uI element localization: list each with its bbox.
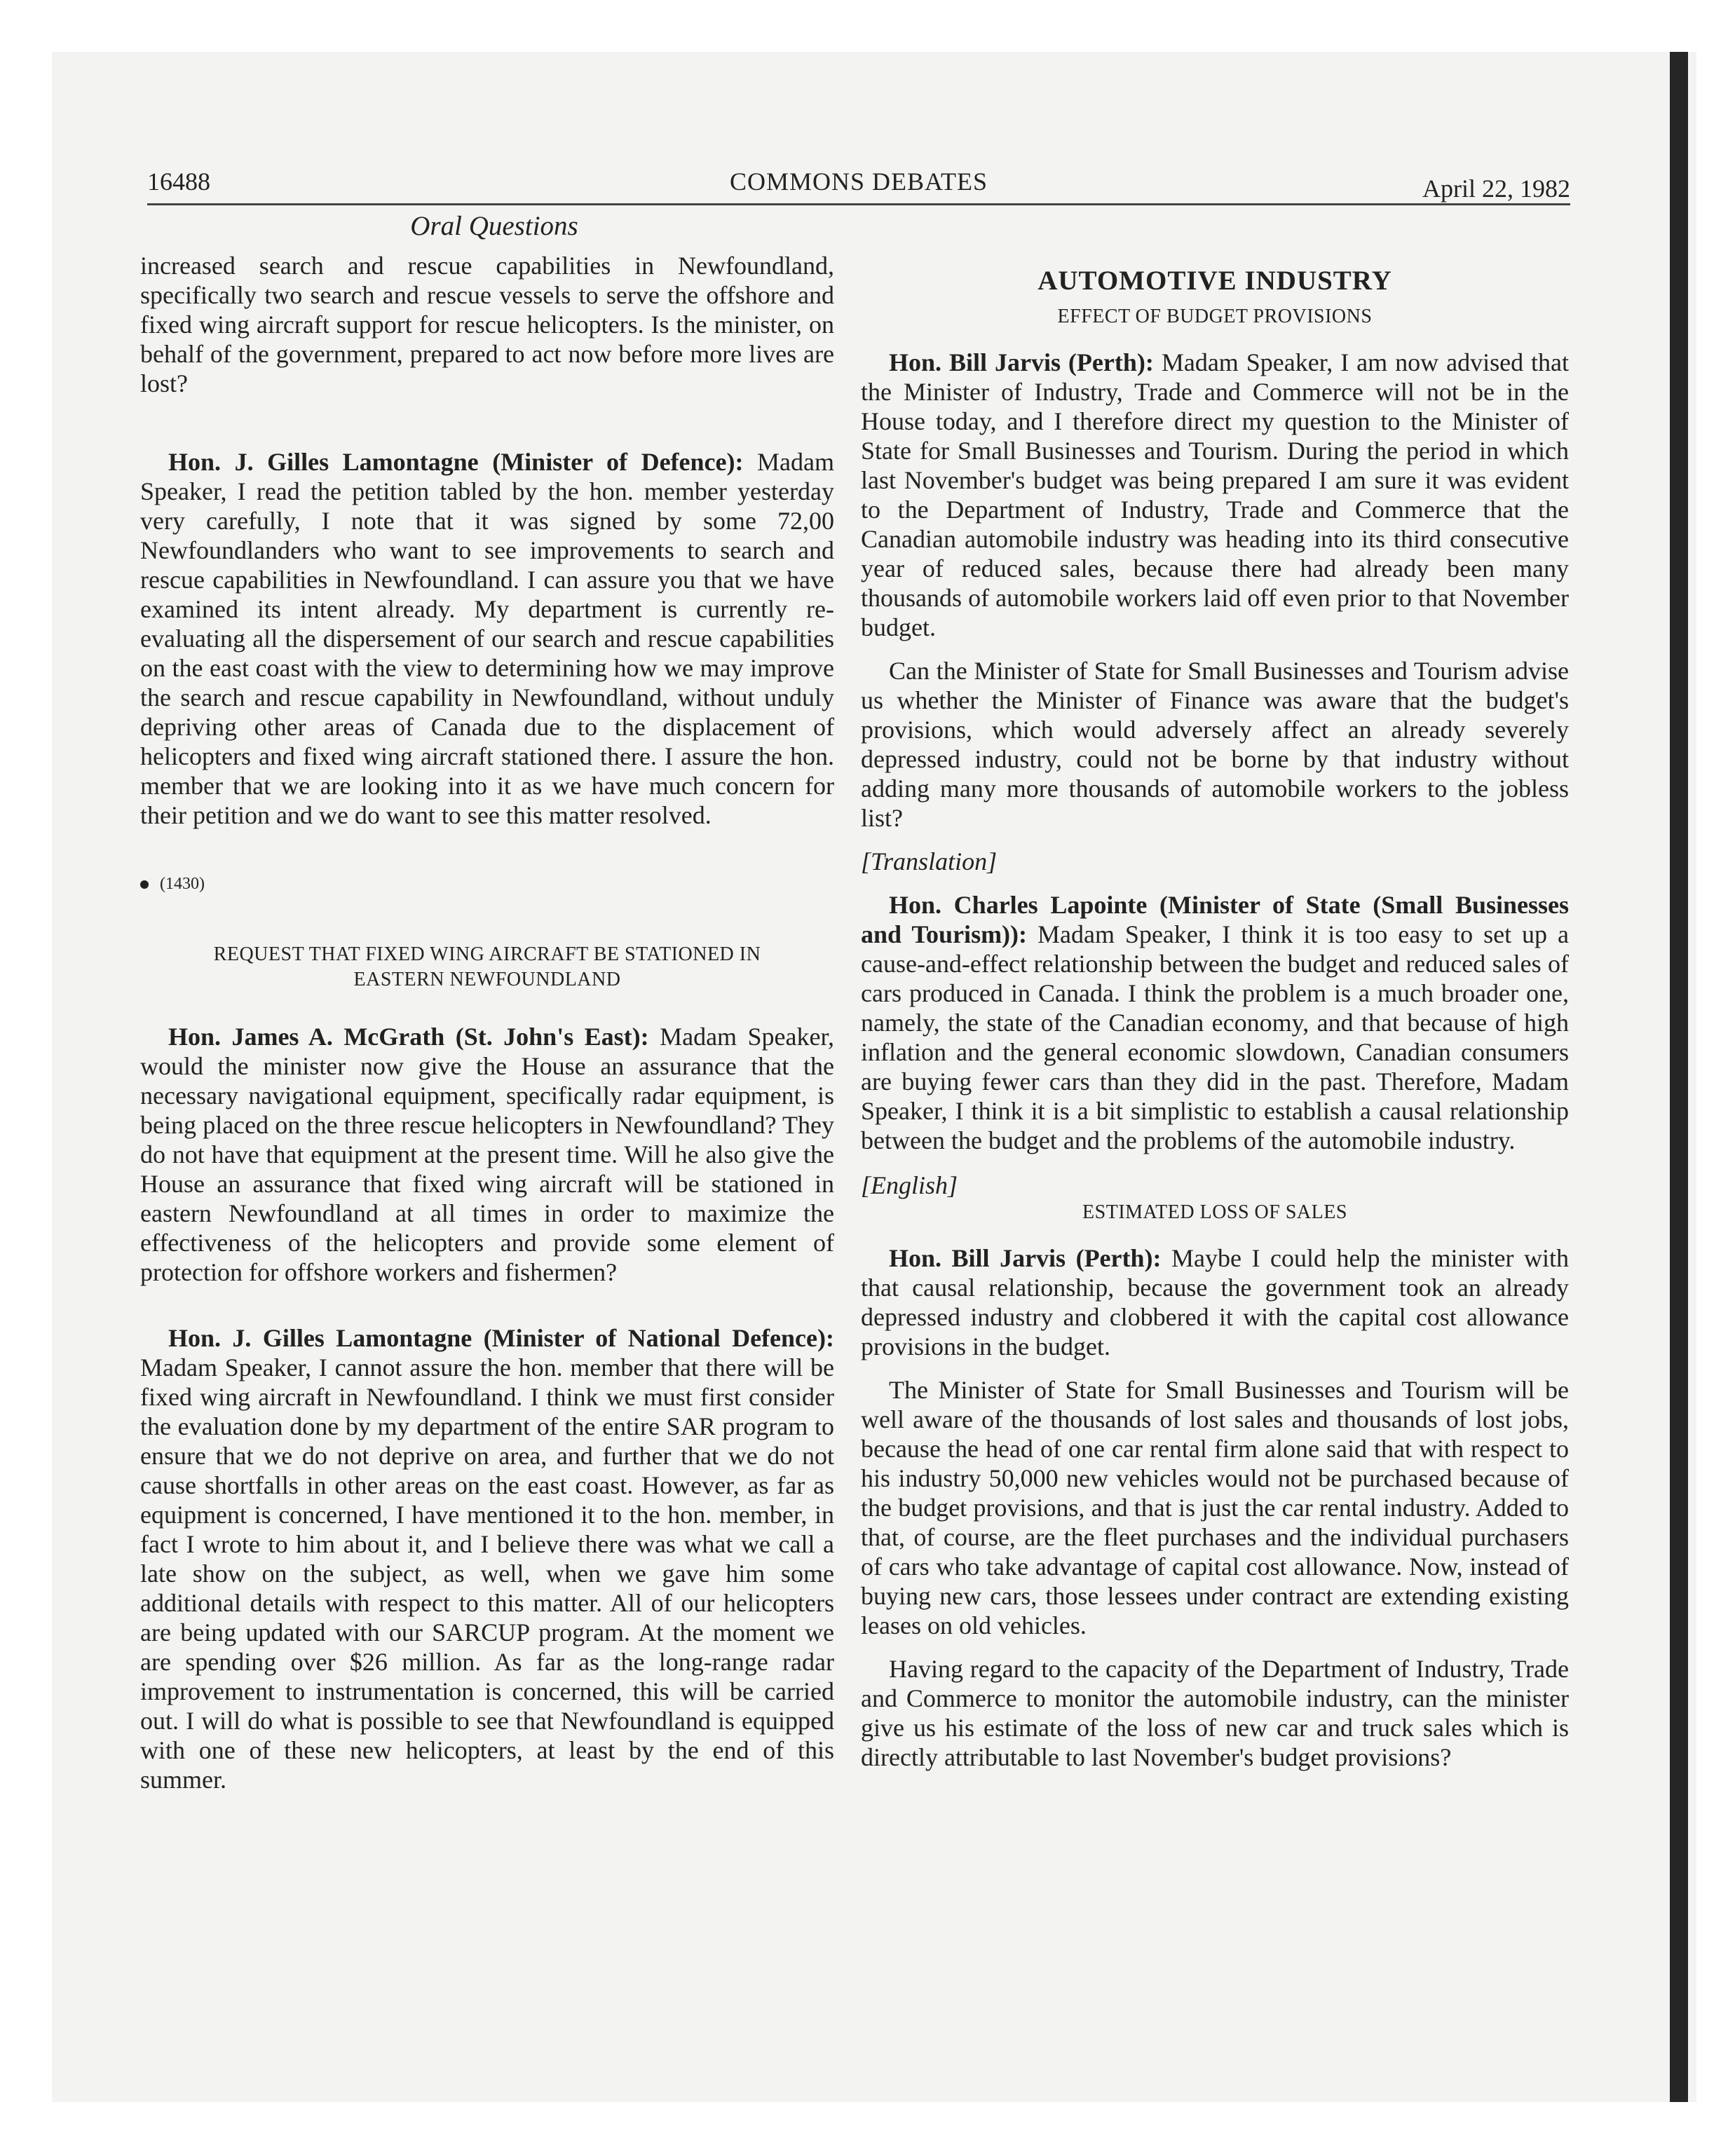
page-header (147, 161, 1570, 205)
speaker-name: Hon. Bill Jarvis (Perth): (889, 348, 1154, 376)
publication-title: COMMONS DEBATES (729, 168, 988, 196)
speaker-name: Hon. J. Gilles Lamontagne (Minister of National Defence): (168, 1324, 834, 1352)
section-heading: REQUEST THAT FIXED WING AIRCRAFT BE STATIONED IN EASTERN NEWFOUNDLAND (213, 943, 761, 990)
publication-date: April 22, 1982 (1422, 175, 1570, 203)
paragraph: increased search and rescue capabilities in Newfoundland, specifically two search and rescue vessels to serve the offshore and fixed wing aircraft support for rescue helicopters. Is the minister, on behalf of the government, prepared to act now before more lives are lost? (140, 252, 834, 397)
scan-edge-shadow (1670, 52, 1688, 2102)
speaker-name: Hon. Charles Lapointe (Minister of State (Small Businesses and Tourism)): (861, 891, 1569, 948)
speaker-name: Hon. J. Gilles Lamontagne (Minister of Defence): (168, 448, 744, 476)
subsection-heading: EFFECT OF BUDGET PROVISIONS (1057, 306, 1373, 327)
speech-text: Madam Speaker, I read the petition tabled by the hon. member yesterday very carefully, I note that it was signed by some 72,00 Newfoundlanders who want to see improvements to search and rescue capabilities in Newfoundland. I can assure you that we have examined its intent already. My department is currently re-evaluating all the dispersement of our search and rescue capabilities on the east coast with the view to determining how we may improve the search and rescue capability in Newfoundland, without unduly depriving other areas of Canada due to the displacement of helicopters and fixed wing aircraft stationed there. I assure the hon. member that we are looking into it as we have much concern for their petition and we do want to see this matter resolved. (140, 448, 834, 829)
speaker-name: Hon. James A. McGrath (St. John's East): (168, 1023, 649, 1051)
speech-text: Madam Speaker, I cannot assure the hon. member that there will be fixed wing aircraft in Newfoundland. I think we must first consider the evaluation done by my department of the entire SAR program to ensure that we do not deprive on area, and further that we do not cause shortfalls in other areas on the east coast. However, as far as equipment is concerned, I have mentioned it to the hon. member, in fact I wrote to him about it, and I believe there was what we call a late show on the subject, as well, when we gave him some additional details with respect to this matter. All of our helicopters are being updated with our SARCUP program. At the moment we are spending over $26 million. As far as the long-range radar improvement to instrumentation is concerned, this will be carried out. I will do what is possible to see that Newfoundland is equipped with one of these new helicopters, at least by the end of this summer. (140, 1353, 834, 1794)
paragraph (861, 348, 1569, 642)
paragraph (140, 447, 834, 830)
paragraph (140, 1323, 834, 1794)
speech-text: Madam Speaker, I think it is too easy to set up a cause-and-effect relationship between the budget and reduced sales of cars produced in Canada. I think the problem is a much broader one, namely, the state of the Canadian economy, and that because of high inflation and the general economic slowdown, Canadian consumers are buying fewer cars than they did in the past. Therefore, Madam Speaker, I think it is a bit simplistic to establish a causal relationship between the budget and the problems of the automobile industry. (861, 920, 1569, 1154)
paragraph: Having regard to the capacity of the Department of Industry, Trade and Commerce to monitor the automobile industry, can the minister give us his estimate of the loss of new car and truck sales which is directly attributable to last November's budget provisions? (861, 1655, 1569, 1771)
page-number: 16488 (147, 168, 210, 196)
speech-text: Maybe I could help the minister with that causal relationship, because the government took an already depressed industry and clobbered it with the capital cost allowance provisions in the budget. (861, 1244, 1569, 1360)
speaker-name: Hon. Bill Jarvis (Perth): (889, 1244, 1162, 1272)
paragraph (140, 1022, 834, 1287)
speech-text: Madam Speaker, would the minister now give the House an assurance that the necessary navigational equipment, specifically radar equipment, is being placed on the three rescue helicopters in Newfoundland? They do not have that equipment at the present time. Will he also give the House an assurance that fixed wing aircraft will be stationed in eastern Newfoundland at all times in order to maximize the effectiveness of the helicopters and provide some element of protection for offshore workers and fishermen? (140, 1023, 835, 1286)
paragraph (861, 1243, 1569, 1361)
speech-text: Madam Speaker, I am now advised that the Minister of Industry, Trade and Commerce will not be in the House today, and I therefore direct my question to the Minister of State for Small Businesses and Tourism. During the period in which last November's budget was being prepared I am sure it was evident to the Department of Industry, Trade and Commerce that the Canadian automobile industry was heading into its third consecutive year of reduced sales, because there had already been many thousands of automobile workers laid off even prior to that November budget. (861, 348, 1570, 641)
right-column (861, 251, 1569, 1772)
paragraph: The Minister of State for Small Businesses and Tourism will be well aware of the thousands of lost sales and thousands of lost jobs, because the head of one car rental firm alone said that with respect to his industry 50,000 new vehicles would not be purchased because of the budget provisions, and that is just the car rental industry. Added to that, of course, are the fleet purchases and the individual purchasers of cars who take advantage of capital cost allowance. Now, instead of buying new cars, those lessees under contract are extending existing leases on old vehicles. (861, 1376, 1569, 1639)
bullet-icon (140, 880, 149, 889)
section-heading: AUTOMOTIVE INDUSTRY (1037, 266, 1392, 296)
language-note: [English] (861, 1171, 958, 1199)
language-note: [Translation] (861, 847, 998, 875)
paragraph: Can the Minister of State for Small Businesses and Tourism advise us whether the Minister of Finance was aware that the budget's provisions, which would adversely affect an already severely depressed industry, could not be borne by that industry without adding many more thousands of automobile workers to the jobless list? (861, 657, 1569, 832)
paragraph (861, 890, 1569, 1155)
section-running-head: Oral Questions (410, 211, 578, 241)
subsection-heading: ESTIMATED LOSS OF SALES (1082, 1201, 1347, 1223)
left-column (140, 251, 834, 1794)
time-marker-text: (1430) (160, 875, 205, 893)
time-marker (140, 869, 834, 899)
